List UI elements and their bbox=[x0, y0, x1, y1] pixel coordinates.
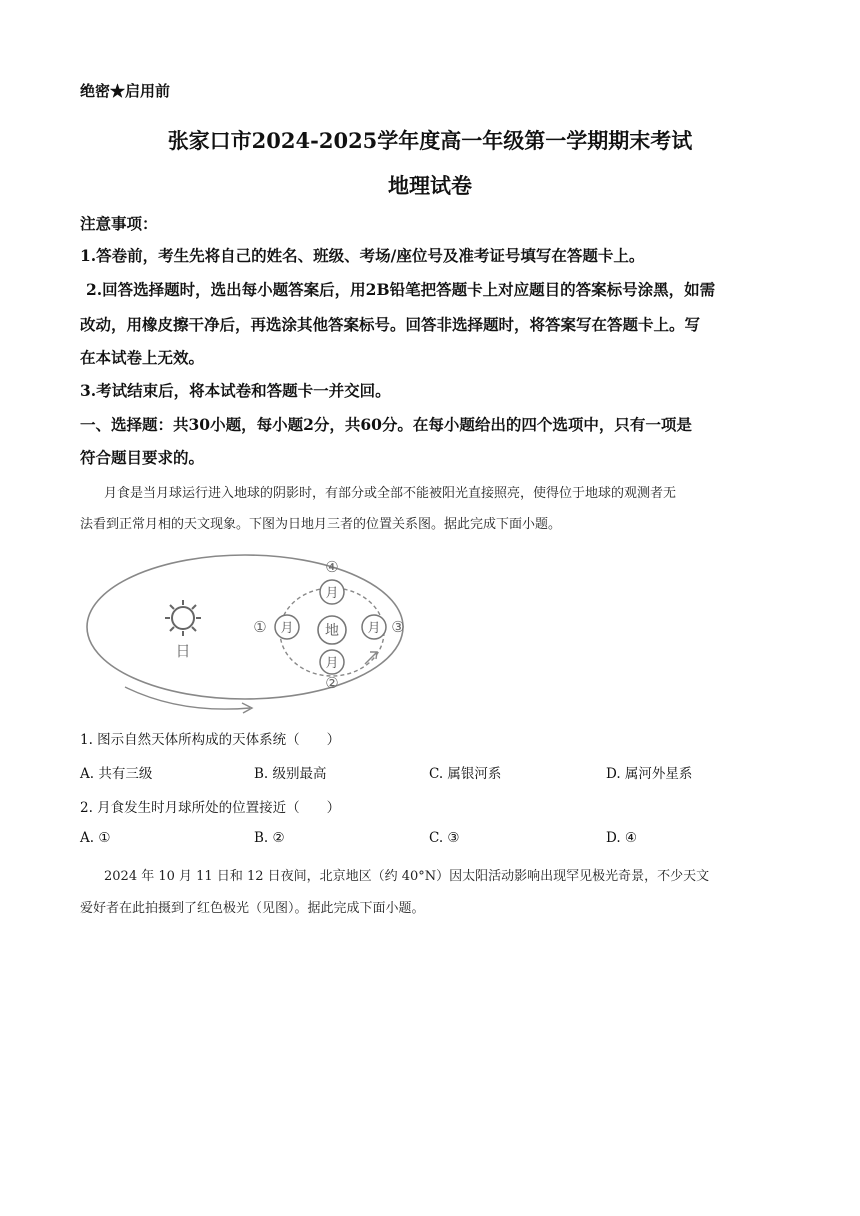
position-3-label: ③ bbox=[391, 618, 405, 636]
question-2-option-c: C. ③ bbox=[429, 830, 460, 846]
exam-title: 张家口市2024-2025学年度高一年级第一学期期末考试 bbox=[167, 128, 693, 153]
moon-label-right: 月 bbox=[367, 621, 381, 636]
exam-subtitle: 地理试卷 bbox=[388, 173, 472, 198]
question-2-stem: 2. 月食发生时月球所处的位置接近（ ） bbox=[80, 800, 341, 816]
notice-item-2-line-1: 2.回答选择题时，选出每小题答案后，用2B铅笔把答题卡上对应题目的答案标号涂黑，如需 bbox=[86, 280, 716, 299]
question-1-option-c: C. 属银河系 bbox=[429, 766, 502, 782]
question-2-option-d: D. ④ bbox=[606, 830, 638, 846]
question-1-option-a: A. 共有三级 bbox=[80, 766, 153, 782]
passage-2-line-1: 2024 年 10 月 11 日和 12 日夜间，北京地区（约 40°N）因太阳活动影响出现罕见极光奇景，不少天文 bbox=[104, 869, 710, 884]
position-4-label: ④ bbox=[325, 558, 339, 576]
question-2-option-b: B. ② bbox=[254, 830, 285, 846]
notice-heading: 注意事项： bbox=[80, 214, 158, 233]
question-1-stem: 1. 图示自然天体所构成的天体系统（ ） bbox=[80, 732, 341, 748]
notice-item-2-line-3: 在本试卷上无效。 bbox=[80, 348, 205, 367]
notice-item-2-line-2: 改动，用橡皮擦干净后，再选涂其他答案标号。回答非选择题时，将答案写在答题卡上。写 bbox=[80, 315, 701, 334]
notice-item-3: 3.考试结束后，将本试卷和答题卡一并交回。 bbox=[80, 381, 391, 400]
moon-label-top: 月 bbox=[325, 586, 339, 601]
section-1-instruction-line-1: 一、选择题：共30小题，每小题2分，共60分。在每小题给出的四个选项中，只有一项是 bbox=[80, 415, 692, 434]
earth-label: 地 bbox=[325, 623, 339, 639]
sun-earth-moon-diagram bbox=[80, 552, 420, 722]
position-1-label: ① bbox=[253, 618, 267, 636]
sun-icon bbox=[165, 600, 201, 636]
position-2-label: ② bbox=[325, 674, 339, 692]
question-1-option-b: B. 级别最高 bbox=[254, 766, 327, 782]
confidential-mark: 绝密★启用前 bbox=[80, 82, 171, 100]
question-2-option-a: A. ① bbox=[80, 830, 111, 846]
moon-label-left: 月 bbox=[280, 621, 294, 636]
sun-label: 日 bbox=[175, 642, 191, 660]
moon-label-bottom: 月 bbox=[325, 656, 339, 671]
question-1-option-d: D. 属河外星系 bbox=[606, 766, 693, 782]
passage-1-line-1: 月食是当月球运行进入地球的阴影时，有部分或全部不能被阳光直接照亮，使得位于地球的观测者无 bbox=[104, 486, 677, 501]
earth-orbit bbox=[87, 555, 403, 699]
section-1-instruction-line-2: 符合题目要求的。 bbox=[80, 448, 205, 467]
passage-2-line-2: 爱好者在此拍摄到了红色极光（见图）。据此完成下面小题。 bbox=[80, 901, 425, 916]
notice-item-1: 1.答卷前，考生先将自己的姓名、班级、考场/座位号及准考证号填写在答题卡上。 bbox=[80, 246, 645, 265]
passage-1-line-2: 法看到正常月相的天文现象。下图为日地月三者的位置关系图。据此完成下面小题。 bbox=[80, 517, 562, 532]
